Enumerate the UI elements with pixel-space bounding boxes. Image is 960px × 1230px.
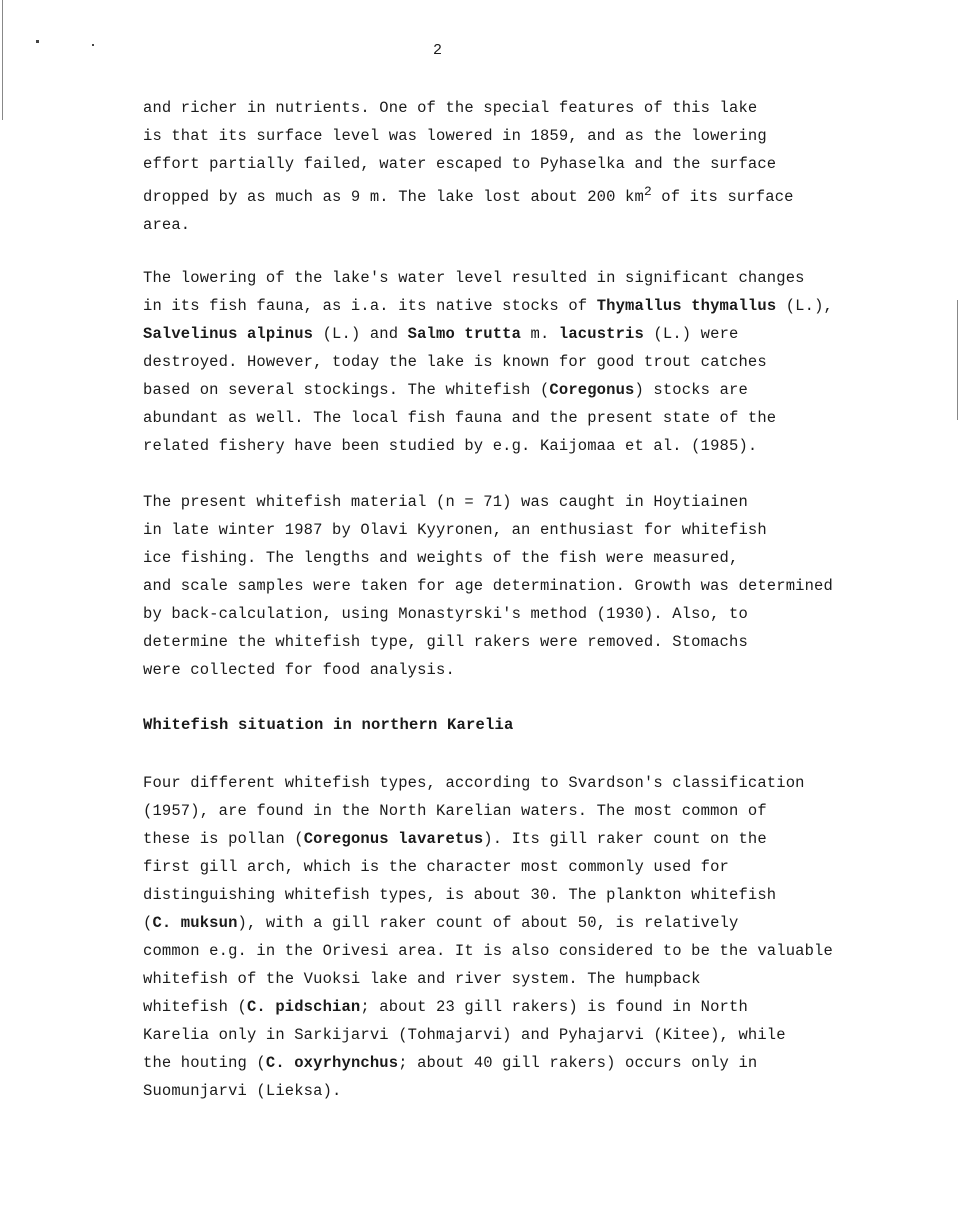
text-line: ice fishing. The lengths and weights of the fish were measured,: [143, 549, 739, 567]
text-line: by back-calculation, using Monastyrski's method (1930). Also, to: [143, 605, 748, 623]
text-line: [143, 993, 863, 1021]
paragraph-whitefish-types: [143, 769, 863, 1105]
text-line: area.: [143, 216, 191, 235]
text-line: [143, 1049, 863, 1077]
scan-edge-right: [957, 300, 958, 420]
text-segment: the houting (: [143, 1054, 266, 1072]
scan-speck: [92, 44, 94, 46]
text-line: abundant as well. The local fish fauna and the present state of the: [143, 409, 777, 427]
text-line: and richer in nutrients. One of the special features of this lake: [143, 99, 758, 117]
text-line: and scale samples were taken for age determination. Growth was determined: [143, 577, 833, 595]
species-name: Salvelinus alpinus: [143, 325, 314, 343]
text-line: Karelia only in Sarkijarvi (Tohmajarvi) and Pyhajarvi (Kitee), while: [143, 1026, 786, 1044]
scan-speck: [36, 40, 39, 43]
text-line: in late winter 1987 by Olavi Kyyronen, an enthusiast for whitefish: [143, 521, 767, 539]
text-segment: based on several stockings. The whitefish (: [143, 381, 550, 399]
text-segment: (L.) were: [643, 325, 739, 343]
text-segment: ) stocks are: [634, 381, 748, 399]
text-segment: ; about 23 gill rakers) is found in North: [360, 998, 748, 1016]
text-line: destroyed. However, today the lake is known for good trout catches: [143, 353, 767, 371]
text-segment: whitefish (: [143, 998, 247, 1016]
text-segment: ). Its gill raker count on the: [483, 830, 767, 848]
section-heading: Whitefish situation in northern Karelia: [143, 716, 514, 734]
text-line: [143, 376, 863, 404]
text-line: [143, 320, 863, 348]
text-line: [143, 909, 863, 937]
species-name: Coregonus: [549, 381, 635, 399]
text-segment: these is pollan (: [143, 830, 304, 848]
text-line: effort partially failed, water escaped to Pyhaselka and the surface: [143, 155, 777, 173]
paragraph-lake-description: [143, 94, 863, 239]
text-line: Suomunjarvi (Lieksa).: [143, 1082, 342, 1100]
text-line: related fishery have been studied by e.g. Kaijomaa et al. (1985).: [143, 437, 758, 455]
species-name: Thymallus thymallus: [596, 297, 777, 315]
species-name: Salmo trutta: [407, 325, 522, 343]
text-line: were collected for food analysis.: [143, 661, 455, 679]
text-segment: m.: [521, 325, 559, 343]
page-number: 2: [433, 42, 443, 59]
species-name: C. oxyrhynchus: [265, 1054, 399, 1072]
text-line: [143, 825, 863, 853]
scan-edge-left: [2, 0, 3, 120]
text-segment: dropped by as much as 9 m. The lake lost about 200 km: [143, 188, 644, 207]
superscript: 2: [643, 184, 652, 199]
text-line: common e.g. in the Orivesi area. It is also considered to be the valuable: [143, 942, 833, 960]
species-name: lacustris: [558, 325, 644, 343]
text-line: (1957), are found in the North Karelian waters. The most common of: [143, 802, 767, 820]
text-segment: (L.),: [776, 297, 833, 315]
species-name: Coregonus lavaretus: [303, 830, 484, 848]
text-segment: ; about 40 gill rakers) occurs only in: [398, 1054, 758, 1072]
text-line: distinguishing whitefish types, is about 30. The plankton whitefish: [143, 886, 777, 904]
species-name: C. pidschian: [246, 998, 361, 1016]
text-line: [143, 292, 863, 320]
text-line: The lowering of the lake's water level resulted in significant changes: [143, 269, 805, 287]
text-segment: (: [143, 914, 153, 932]
paragraph-material-methods: [143, 488, 863, 684]
text-segment: in its fish fauna, as i.a. its native stocks of: [143, 297, 597, 315]
text-line: Four different whitefish types, according to Svardson's classification: [143, 774, 805, 792]
text-line: The present whitefish material (n = 71) was caught in Hoytiainen: [143, 493, 748, 511]
text-segment: (L.) and: [313, 325, 408, 343]
text-line: determine the whitefish type, gill rakers were removed. Stomachs: [143, 633, 748, 651]
paragraph-fish-fauna: [143, 264, 863, 460]
species-name: C. muksun: [152, 914, 238, 932]
text-segment: ), with a gill raker count of about 50, is relatively: [237, 914, 739, 932]
text-line: [143, 178, 863, 211]
text-line: is that its surface level was lowered in 1859, and as the lowering: [143, 127, 767, 145]
text-line: first gill arch, which is the character most commonly used for: [143, 858, 729, 876]
text-segment: of its surface: [651, 188, 794, 207]
text-line: whitefish of the Vuoksi lake and river system. The humpback: [143, 970, 701, 988]
